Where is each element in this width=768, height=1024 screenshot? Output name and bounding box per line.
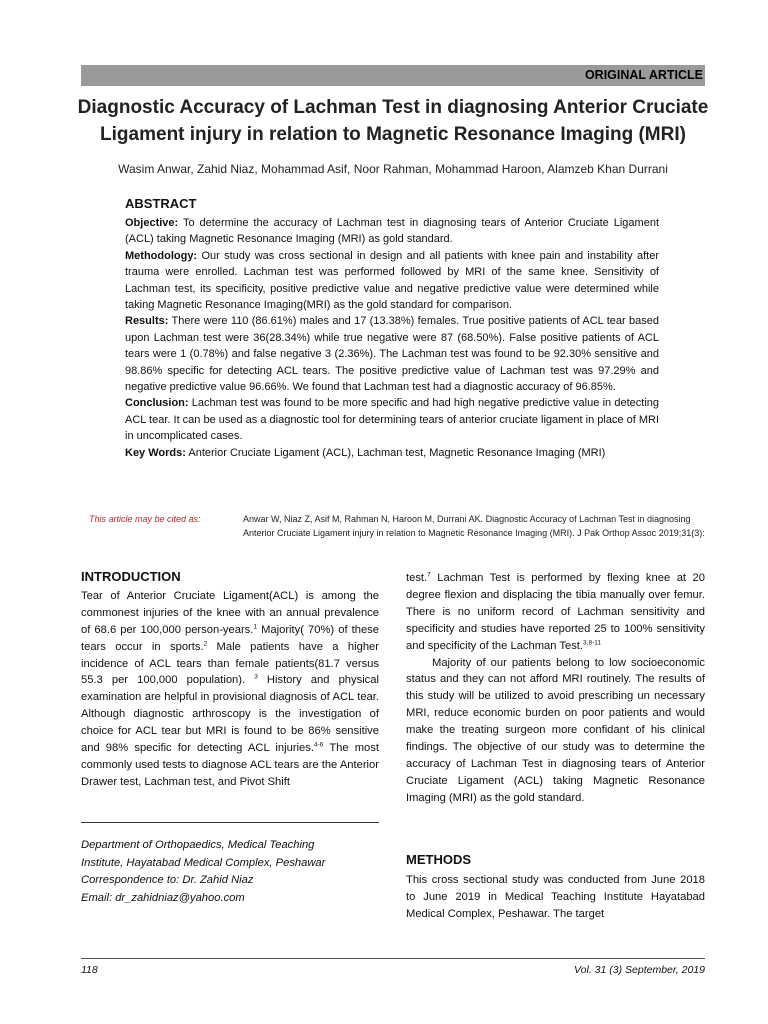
title-line-1: Diagnostic Accuracy of Lachman Test in diagnosing Anterior Cruciate xyxy=(77,97,709,118)
intro-text: test. xyxy=(406,572,428,584)
methods-paragraph-1: This cross sectional study was conducted from June 2018 to June 2019 in Medical Teaching Institute Hayatabad Medical Complex, Peshawar. The target xyxy=(406,873,705,920)
citation-sup: 7 xyxy=(427,571,431,579)
abstract-keywords xyxy=(125,445,659,461)
footnote-divider xyxy=(81,822,379,823)
abstract-objective xyxy=(125,215,659,248)
title-line-2: Ligament injury in relation to Magnetic Resonance Imaging (MRI) xyxy=(100,124,686,145)
methods-heading: METHODS xyxy=(406,852,471,867)
introduction-heading: INTRODUCTION xyxy=(81,569,181,584)
email-line: Email: dr_zahidniaz@yahoo.com xyxy=(81,891,245,904)
conclusion-text: Lachman test was found to be more specific and had high negative predictive value in detecting ACL tear. It can be used as a diagnostic tool for determining tears of anterior cruciate ligament in place of MRI in uncomplicated cases. xyxy=(125,397,659,443)
abstract-conclusion xyxy=(125,395,659,444)
citation-sup: 2 xyxy=(203,639,208,647)
citation-sup: 3 xyxy=(254,673,258,681)
results-label: Results: xyxy=(125,315,169,328)
citation-sup: 4-6 xyxy=(313,741,324,749)
intro-text: Male patients have a higher incidence of ACL tears than female patients(81.7 versus 55.3 per 100,000 population). xyxy=(81,640,379,687)
section-label: ORIGINAL ARTICLE xyxy=(584,68,703,82)
intro-text: History and physical examination are helpful in provisional diagnosis of ACL tear. Although diagnostic arthroscopy is the investigation of choice for ACL tear but MRI is found to be 86% sensitive and 98% specific for detecting ACL injuries. xyxy=(81,674,379,755)
author-list: Wasim Anwar, Zahid Niaz, Mohammad Asif, Noor Rahman, Mohammad Haroon, Alamzeb Khan Durrani xyxy=(118,162,668,176)
results-text: There were 110 (86.61%) males and 17 (13.38%) females. True positive patients of ACL tear based upon Lachman test were 36(28.34%) while true negative were 87 (68.50%). False positive patients of ACL tears were 1 (0.78%) and false negative 3 (2.36%). The Lachman test was found to be 92.30% sensitive and 98.86% specific for detecting ACL tears. The positive predictive value of Lachman test was 97.29% and negative predictive value 96.66%. We found that Lachman test had a diagnostic accuracy of 96.85%. xyxy=(125,315,659,394)
citation-sup: 1 xyxy=(253,622,258,630)
methodology-text: Our study was cross sectional in design and all patients with knee pain and instability after trauma were enrolled. Lachman test was performed followed by MRI of the same knee. Sensitivity of Lachman test, its specificity, positive predictive value and negative predictive value were determined while taking Magnetic Resonance Imaging(MRI) as the gold standard for comparison. xyxy=(125,249,659,312)
intro-text: The most commonly used tests to diagnose ACL tears are the Anterior Drawer test, Lachman test, and Pivot Shift xyxy=(81,742,379,788)
citation-text: Anwar W, Niaz Z, Asif M, Rahman N, Haroon M, Durrani AK. Diagnostic Accuracy of Lachman Test in diagnosing Anterior Cruciate Ligament injury in relation to Magnetic Resonance Imaging (MRI). J Pak Orthop Assoc 2019;31(3): xyxy=(243,514,705,538)
objective-label: Objective: xyxy=(125,217,179,229)
article-title xyxy=(70,94,716,148)
page-number: 118 xyxy=(81,964,98,976)
footer-divider xyxy=(81,958,705,959)
intro-paragraph-1-continued xyxy=(406,570,705,655)
abstract-section xyxy=(125,196,659,461)
intro-column-right xyxy=(406,570,705,807)
abstract-methodology xyxy=(125,248,659,314)
citation-label: This article may be cited as: xyxy=(89,514,201,524)
keywords-label: Key Words: xyxy=(125,446,186,459)
affiliation-footnote xyxy=(81,837,381,907)
abstract-results xyxy=(125,313,659,395)
correspondence-line: Correspondence to: Dr. Zahid Niaz xyxy=(81,874,254,886)
affiliation-line-1: Department of Orthopaedics, Medical Teaching xyxy=(81,839,315,851)
intro-paragraph-1 xyxy=(81,588,379,791)
intro-column-left xyxy=(81,569,379,791)
affiliation-line-2: Institute, Hayatabad Medical Complex, Peshawar xyxy=(81,856,326,869)
objective-text: To determine the accuracy of Lachman test in diagnosing tears of Anterior Cruciate Ligament (ACL) taking Magnetic Resonance Imaging (MRI) as gold standard. xyxy=(125,217,659,246)
journal-volume: Vol. 31 (3) September, 2019 xyxy=(574,964,705,976)
section-banner xyxy=(81,65,705,86)
methods-section xyxy=(406,852,705,923)
conclusion-label: Conclusion: xyxy=(125,397,189,410)
abstract-heading: ABSTRACT xyxy=(125,196,197,211)
citation-sup: 3,8-11 xyxy=(583,638,601,646)
intro-text: Majority( 70%) of these tears occur in sports. xyxy=(81,623,379,653)
intro-text: Tear of Anterior Cruciate Ligament(ACL) is among the commonest injuries of the knee with an annual prevalence of 68.6 per 100,000 person-years. xyxy=(81,589,379,636)
intro-paragraph-2: Majority of our patients belong to low socioeconomic status and they can not afford MRI routinely. The results of this study will be utilized to avoid prescribing un necessary MRI, reduce economic burden on poor patients and would make the treating surgeon more confidant of his clinical findings. The objective of our study was to determine the accuracy of Lachman Test in diagnosing tears of Anterior Cruciate Ligament (ACL) taking Magnetic Resonance Imaging (MRI) as the gold standard. xyxy=(406,656,705,804)
methodology-label: Methodology: xyxy=(125,249,198,262)
intro-text: Lachman Test is performed by flexing knee at 20 degree flexion and displacing the tibia manually over femur. There is no uniform record of Lachman sensitivity and specificity and studies have reported 25 to 100% sensitivity and specificity of the Lachman Test. xyxy=(406,572,705,652)
keywords-text: Anterior Cruciate Ligament (ACL), Lachman test, Magnetic Resonance Imaging (MRI) xyxy=(185,446,606,459)
